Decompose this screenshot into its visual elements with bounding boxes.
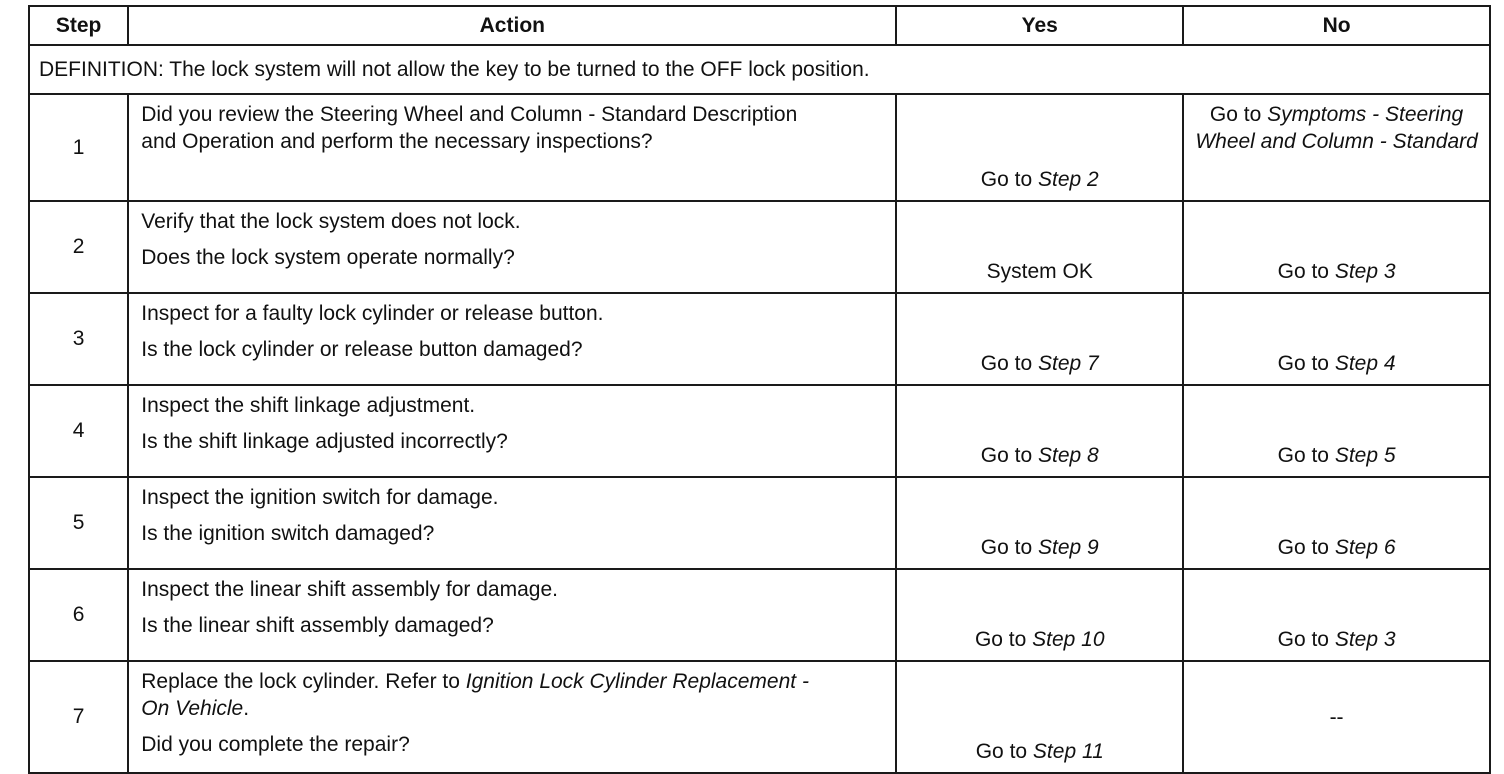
header-action: Action — [128, 6, 896, 45]
action-text: Inspect for a faulty lock cylinder or release button. — [141, 302, 604, 325]
yes-cell — [896, 201, 1183, 293]
action-prefix: Replace the lock cylinder. Refer to — [141, 670, 466, 693]
action-text: Inspect the linear shift assembly for damage. — [141, 578, 558, 601]
no-link[interactable]: Step 3 — [1334, 260, 1396, 283]
step-number: 3 — [29, 293, 128, 385]
action-question: Is the shift linkage adjusted incorrectly? — [141, 430, 508, 453]
yes-prefix: Go to — [974, 628, 1033, 651]
no-prefix: Go to — [1277, 352, 1335, 375]
no-cell — [1183, 477, 1490, 569]
step-number: 5 — [29, 477, 128, 569]
no-cell — [1183, 661, 1490, 773]
table-row — [29, 201, 1490, 293]
action-text: Did you review the Steering Wheel and Column - Standard Description and Operation and perform the necessary inspections? — [141, 103, 798, 153]
table-row — [29, 94, 1490, 201]
table-row — [29, 661, 1490, 773]
header-yes: Yes — [896, 6, 1183, 45]
no-text: -- — [1329, 705, 1344, 729]
no-cell — [1183, 569, 1490, 661]
action-cell — [128, 661, 896, 773]
yes-link[interactable]: Step 2 — [1037, 168, 1099, 191]
action-text — [141, 668, 821, 722]
action-cell — [128, 477, 896, 569]
no-link[interactable]: Step 4 — [1334, 352, 1396, 375]
action-text: Inspect the ignition switch for damage. — [141, 486, 499, 509]
yes-prefix: Go to — [980, 536, 1038, 559]
yes-cell — [896, 385, 1183, 477]
table-row — [29, 569, 1490, 661]
no-cell — [1183, 293, 1490, 385]
yes-cell — [896, 661, 1183, 773]
no-prefix: Go to — [1277, 444, 1335, 467]
yes-cell — [896, 94, 1183, 201]
yes-text: System OK — [986, 260, 1093, 283]
yes-cell — [896, 293, 1183, 385]
yes-cell — [896, 569, 1183, 661]
table-row — [29, 385, 1490, 477]
action-cell — [128, 201, 896, 293]
definition-row — [29, 45, 1490, 94]
header-row — [29, 6, 1490, 45]
step-number: 4 — [29, 385, 128, 477]
definition-text: DEFINITION: The lock system will not allow the key to be turned to the OFF lock position. — [29, 45, 1490, 94]
no-cell — [1183, 201, 1490, 293]
step-number: 7 — [29, 661, 128, 773]
no-cell — [1183, 385, 1490, 477]
no-prefix: Go to — [1277, 260, 1335, 283]
action-suffix: . — [243, 697, 250, 720]
diagnostic-table — [28, 5, 1491, 774]
step-number: 6 — [29, 569, 128, 661]
header-step: Step — [29, 6, 128, 45]
header-no: No — [1183, 6, 1490, 45]
yes-prefix: Go to — [975, 740, 1033, 763]
action-question: Does the lock system operate normally? — [141, 246, 515, 269]
action-cell — [128, 94, 896, 201]
action-text: Verify that the lock system does not lock. — [141, 210, 521, 233]
no-prefix: Go to — [1277, 536, 1335, 559]
yes-link[interactable]: Step 7 — [1037, 352, 1099, 375]
no-link[interactable]: Symptoms - Steering Wheel and Column - Standard — [1195, 103, 1478, 153]
yes-prefix: Go to — [980, 352, 1038, 375]
no-prefix: Go to — [1209, 103, 1268, 126]
yes-prefix: Go to — [980, 444, 1038, 467]
no-link[interactable]: Step 6 — [1334, 536, 1396, 559]
no-link[interactable]: Step 3 — [1334, 628, 1396, 651]
yes-link[interactable]: Step 8 — [1037, 444, 1099, 467]
no-prefix: Go to — [1277, 628, 1335, 651]
action-question: Did you complete the repair? — [141, 733, 410, 756]
step-number: 1 — [29, 94, 128, 201]
table-row — [29, 293, 1490, 385]
step-number: 2 — [29, 201, 128, 293]
action-cell — [128, 569, 896, 661]
no-cell — [1183, 94, 1490, 201]
yes-link[interactable]: Step 9 — [1037, 536, 1099, 559]
no-link[interactable]: Step 5 — [1334, 444, 1396, 467]
action-question: Is the ignition switch damaged? — [141, 522, 435, 545]
action-ref-link[interactable]: Ignition Lock Cylinder Replacement - On Vehicle — [141, 670, 809, 720]
action-question: Is the lock cylinder or release button damaged? — [141, 338, 583, 361]
table-row — [29, 477, 1490, 569]
yes-link[interactable]: Step 11 — [1032, 740, 1104, 763]
yes-cell — [896, 477, 1183, 569]
action-text: Inspect the shift linkage adjustment. — [141, 394, 476, 417]
action-cell — [128, 385, 896, 477]
yes-prefix: Go to — [980, 168, 1038, 191]
action-question: Is the linear shift assembly damaged? — [141, 614, 494, 637]
action-cell — [128, 293, 896, 385]
yes-link[interactable]: Step 10 — [1032, 628, 1105, 651]
